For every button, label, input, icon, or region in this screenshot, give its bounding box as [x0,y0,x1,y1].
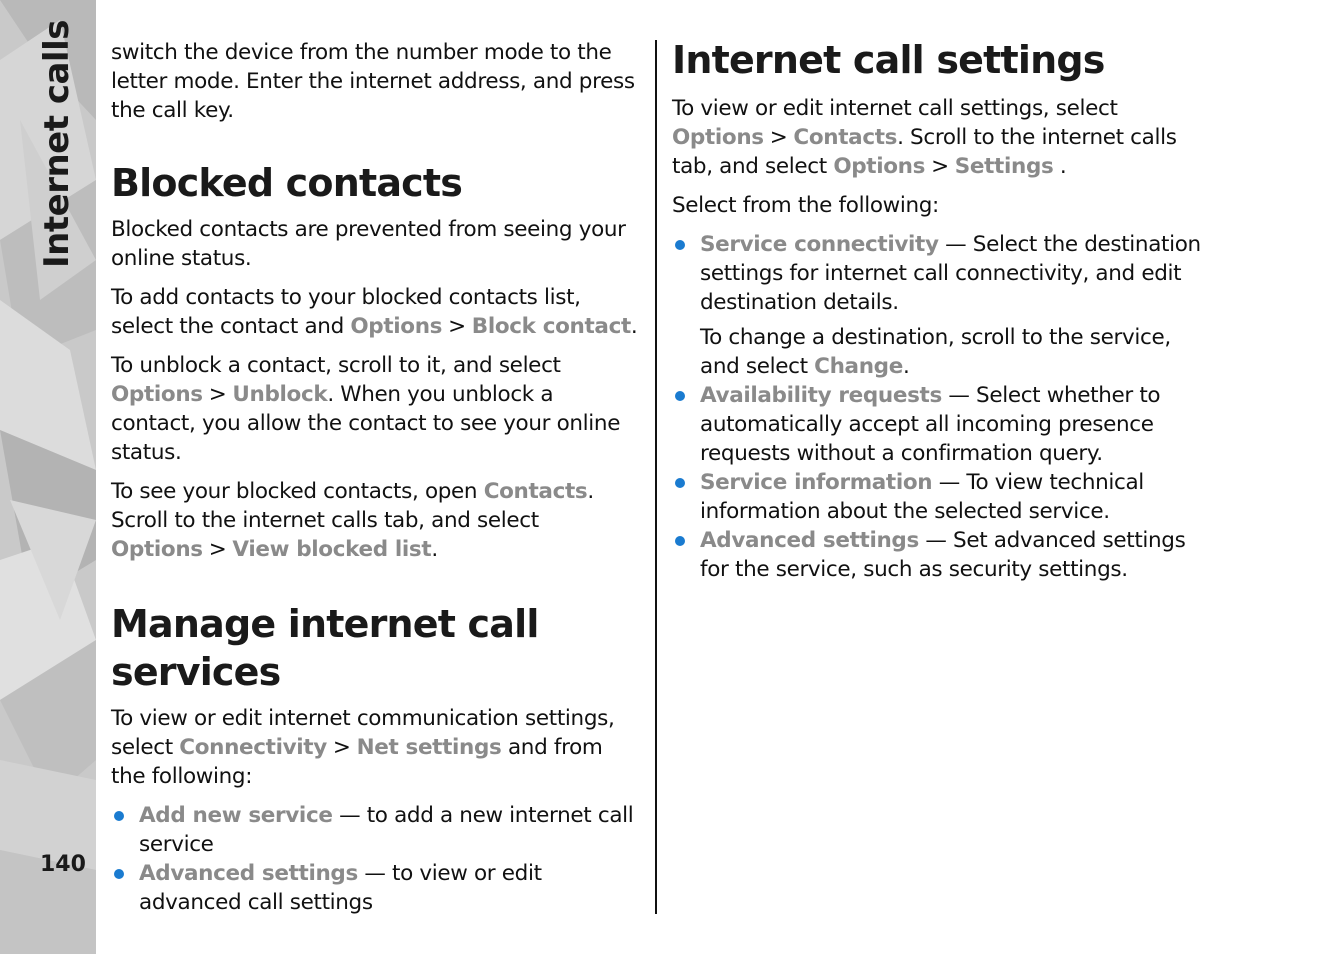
bullet-icon [675,478,685,488]
list-item: Service connectivity — Select the destination settings for internet call connectivity, and edit destination details. [672,230,1212,317]
option-change: Change [814,354,903,379]
blocked-p3: To unblock a contact, scroll to it, and select Options > Unblock. When you unblock a contact, you allow the contact to see your online status. [111,353,621,465]
option-options: Options [350,314,443,339]
bullet-icon [675,391,685,401]
right-column [672,38,1212,584]
manage-p1: To view or edit internet communication settings, select Connectivity > Net settings and from the following: [111,706,615,789]
option-options: Options [111,382,203,407]
left-column [111,38,643,917]
option-net-settings: Net settings [356,735,502,760]
manage-list [111,801,643,917]
option-unblock: Unblock [232,382,328,407]
page-number: 140 [40,852,86,877]
sidebar [0,0,96,954]
option-settings: Settings [954,154,1054,179]
option-contacts: Contacts [793,125,898,150]
list-item: Advanced settings — to view or edit advanced call settings [111,859,643,917]
option-options: Options [833,154,926,179]
settings-p1: To view or edit internet call settings, select Options > Contacts. Scroll to the internet calls tab, and select Options > Settings . [672,96,1177,179]
bullet-icon [114,869,124,879]
option-options: Options [111,537,203,562]
blocked-p2: To add contacts to your blocked contacts list, select the contact and Options > Block contact. [111,285,638,339]
heading-blocked-contacts: Blocked contacts [111,161,463,205]
heading-manage-services: Manage internet call services [111,602,539,694]
blocked-p1: Blocked contacts are prevented from seeing your online status. [111,217,626,271]
bullet-icon [675,240,685,250]
option-connectivity: Connectivity [179,735,327,760]
list-item: Advanced settings — Set advanced settings for the service, such as security settings. [672,526,1212,584]
settings-p2: Select from the following: [672,193,939,218]
service-connectivity-note: To change a destination, scroll to the service, and select Change. [700,325,1171,379]
heading-internet-call-settings: Internet call settings [672,38,1105,82]
list-item: Service information — To view technical information about the selected service. [672,468,1212,526]
blocked-p4: To see your blocked contacts, open Contacts. Scroll to the internet calls tab, and select Options > View blocked list. [111,479,594,562]
list-item: Availability requests — Select whether to automatically accept all incoming presence requests without a confirmation query. [672,381,1212,468]
bullet-icon [114,811,124,821]
column-divider [655,40,657,914]
list-item: Add new service — to add a new internet call service [111,801,643,859]
settings-list [672,230,1212,317]
settings-list-cont [672,381,1212,584]
bullet-icon [675,536,685,546]
option-view-blocked-list: View blocked list [232,537,432,562]
section-title-vertical: Internet calls [37,20,77,268]
option-block-contact: Block contact [471,314,631,339]
option-options: Options [672,125,764,150]
intro-paragraph: switch the device from the number mode to the letter mode. Enter the internet address, and press the call key. [111,40,635,123]
option-contacts: Contacts [483,479,588,504]
